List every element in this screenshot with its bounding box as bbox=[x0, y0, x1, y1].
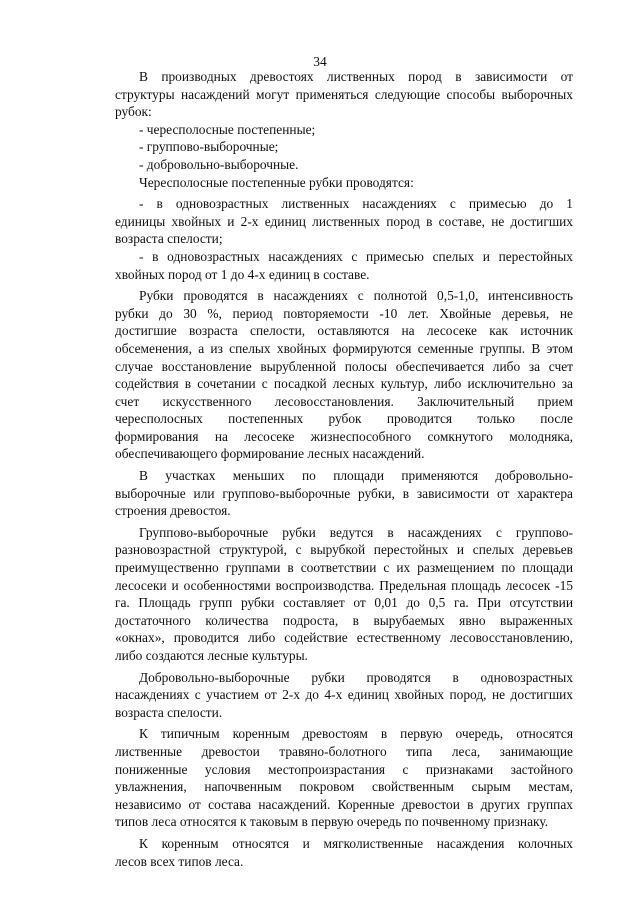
text-line: структуры насаждений могут применяться следующие способы выборочных bbox=[115, 86, 573, 102]
text-line: счет искусственного лесовосстановления. Заключительный прием bbox=[115, 393, 573, 409]
body-text bbox=[115, 68, 573, 870]
text-line: преимущественно группами в соответствии с их размещением по площади bbox=[115, 560, 573, 576]
text-line: Группово-выборочные рубки ведутся в насаждениях с группово- bbox=[139, 524, 573, 540]
text-line: рубки до 30 %, период повторяемости -10 лет. Хвойные деревья, не bbox=[115, 305, 573, 321]
text-line: либо создаются лесные культуры. bbox=[115, 648, 308, 663]
text-line: разновозрастной структурой, с вырубкой перестойных и спелых деревьев bbox=[115, 542, 573, 558]
text-line: В производных древостоях лиственных пород в зависимости от bbox=[139, 69, 573, 84]
text-line: - в одновозрастных насаждениях с примесью спелых и перестойных bbox=[139, 248, 573, 264]
text-line: Чересполосные постепенные рубки проводятся: bbox=[139, 174, 414, 190]
text-line: чересполосных постепенных рубок проводится только после bbox=[115, 411, 573, 427]
text-line: га. Площадь групп рубки составляет от 0,01 до 0,5 га. При отсутствии bbox=[115, 595, 573, 611]
paragraph bbox=[115, 138, 573, 156]
text-line: случае восстановление вырубленной полосы обеспечивается либо за счет bbox=[115, 358, 573, 374]
text-line: возраста спелости. bbox=[115, 704, 223, 720]
text-line: лесосеки и особенностями воспроизводства. Предельная площадь лесосек -15 bbox=[115, 577, 573, 593]
paragraph bbox=[115, 467, 573, 520]
paragraph bbox=[115, 248, 573, 283]
paragraph bbox=[115, 174, 573, 192]
text-line: насаждениях с участием от 2-х до 4-х единиц хвойных пород, не достигших bbox=[115, 687, 573, 703]
paragraph bbox=[115, 725, 573, 831]
text-line: Добровольно-выборочные рубки проводятся в одновозрастных bbox=[139, 669, 573, 685]
text-line: лесов всех типов леса. bbox=[115, 853, 244, 869]
text-line: хвойных пород от 1 до 4-х единиц в составе. bbox=[115, 266, 370, 282]
text-line: рубок: bbox=[115, 104, 152, 120]
text-line: независимо от состава насаждений. Коренные древостои в других группах bbox=[115, 796, 573, 812]
paragraph bbox=[115, 287, 573, 463]
text-line: возраста спелости; bbox=[115, 231, 223, 247]
text-line: достигшие возраста спелости, оставляются на лесосеке как источник bbox=[115, 323, 573, 339]
text-line: - добровольно-выборочные. bbox=[139, 156, 299, 172]
text-line: В участках меньших по площади применяются добровольно- bbox=[139, 468, 573, 484]
text-line: - чересполосные постепенные; bbox=[139, 121, 316, 137]
text-line: строения древостоя. bbox=[115, 503, 231, 519]
paragraph bbox=[115, 121, 573, 139]
text-line: обсеменения, а из спелых хвойных формируются семенные группы. В этом bbox=[115, 340, 573, 356]
text-line: - в одновозрастных лиственных насаждениях с примесью до 1 bbox=[139, 196, 573, 212]
text-line: типов леса относятся к таковым в первую очередь по почвенному признаку. bbox=[115, 814, 549, 830]
text-line: обеспечивающего формирование лесных насаждений. bbox=[115, 446, 425, 462]
paragraph bbox=[115, 156, 573, 174]
paragraph bbox=[115, 669, 573, 722]
text-line: достаточного количества подроста, в вырубаемых явно выраженных bbox=[115, 612, 573, 628]
paragraph bbox=[115, 524, 573, 665]
paragraph bbox=[115, 68, 573, 121]
paragraph bbox=[115, 835, 573, 870]
text-line: формирования на лесосеке жизнеспособного сомкнутого молодняка, bbox=[115, 428, 573, 444]
text-line: К типичным коренным древостоям в первую очередь, относятся bbox=[139, 726, 573, 742]
text-line: Рубки проводятся в насаждениях с полнотой 0,5-1,0, интенсивность bbox=[139, 288, 573, 304]
paragraph bbox=[115, 195, 573, 248]
text-line: - группово-выборочные; bbox=[139, 139, 279, 155]
text-line: содействия в сочетании с посадкой лесных культур, либо исключительно за bbox=[115, 376, 573, 392]
text-line: лиственные древостои травяно-болотного типа леса, занимающие bbox=[115, 743, 573, 759]
text-line: «окнах», проводится либо содействие естественному лесовосстановлению, bbox=[115, 630, 573, 646]
text-line: выборочные или группово-выборочные рубки, в зависимости от характера bbox=[115, 485, 573, 501]
text-line: К коренным относятся и мягколиственные насаждения колочных bbox=[139, 835, 573, 851]
text-line: пониженные условия местопроизрастания с признаками застойного bbox=[115, 761, 573, 777]
page-number: 34 bbox=[313, 54, 327, 69]
text-line: увлажнения, напочвенным покровом свойственным сырым местам, bbox=[115, 779, 573, 795]
text-line: единицы хвойных и 2-х единиц лиственных пород в составе, не достигших bbox=[115, 213, 573, 229]
